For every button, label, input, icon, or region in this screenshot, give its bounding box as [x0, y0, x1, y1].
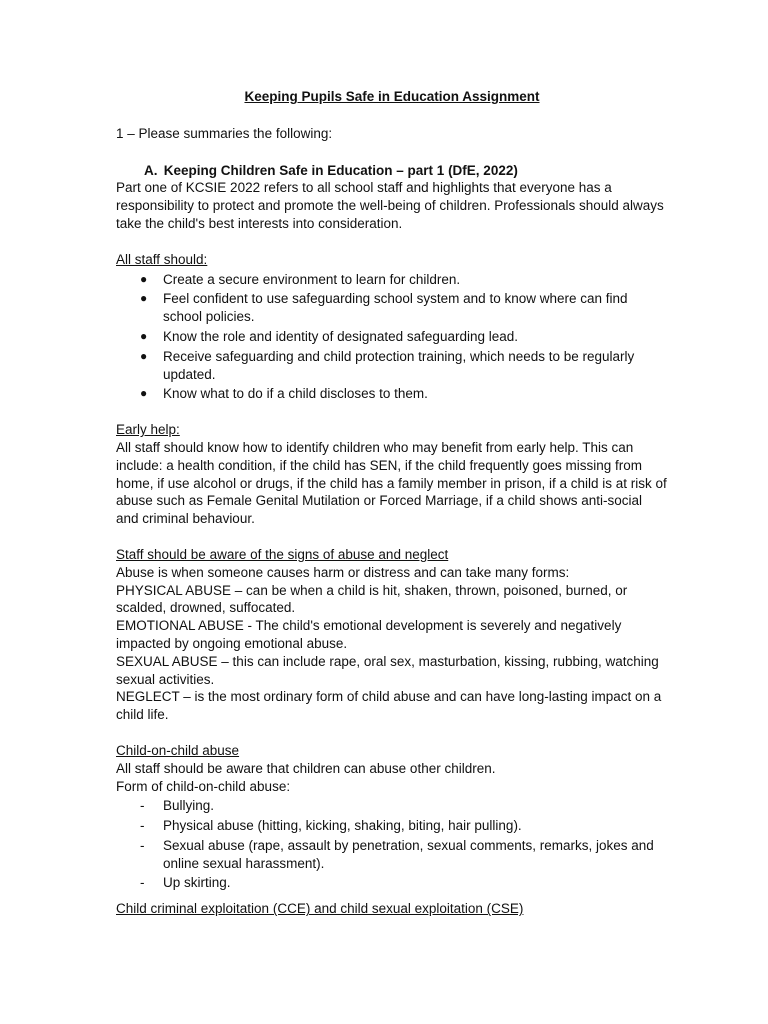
- bullet-icon: ●: [140, 291, 148, 306]
- emotional-abuse-text: EMOTIONAL ABUSE - The child's emotional development is severely and negatively impacted by ongoing emotional abuse.: [116, 618, 622, 651]
- section-a-heading-text: Keeping Children Safe in Education – part 1 (DfE, 2022): [163, 162, 518, 178]
- list-item-text: Up skirting.: [163, 875, 231, 891]
- child-on-child-line1: All staff should be aware that children can abuse other children.: [116, 760, 496, 776]
- section-a-letter: A.: [144, 162, 158, 178]
- question-line: 1 – Please summaries the following:: [116, 125, 333, 141]
- all-staff-heading: All staff should:: [116, 251, 208, 267]
- child-on-child-heading: Child-on-child abuse: [116, 742, 240, 758]
- list-item-text: Know the role and identity of designated safeguarding lead.: [163, 328, 519, 344]
- list-item-text: Physical abuse (hitting, kicking, shaking, biting, hair pulling).: [163, 818, 522, 834]
- dash-icon: -: [140, 798, 145, 814]
- child-on-child-line2: Form of child-on-child abuse:: [116, 778, 291, 794]
- bullet-icon: ●: [140, 386, 148, 401]
- early-help-text: All staff should know how to identify children who may benefit from early help. This can include: a health condition, if the child has SEN, if the child frequently goes missing from home, if use alcohol or drugs, if the child has a family member in prison, if a child is at risk of abuse such as Female Genital Mutilation or Forced Marriage, if a child shows anti-social and criminal behaviour.: [116, 439, 667, 527]
- list-item: [116, 290, 668, 326]
- sexual-abuse-text: SEXUAL ABUSE – this can include rape, oral sex, masturbation, kissing, rubbing, watching sexual activities.: [116, 653, 659, 687]
- dash-icon: -: [140, 837, 145, 853]
- list-item: [116, 837, 668, 873]
- dash-icon: -: [140, 875, 145, 891]
- list-item: [116, 797, 668, 815]
- dash-icon: -: [140, 818, 145, 834]
- list-item-text: Create a secure environment to learn for children.: [163, 271, 461, 287]
- list-item: [116, 874, 668, 892]
- section-a-heading: [144, 162, 668, 180]
- signs-intro: Abuse is when someone causes harm or distress and can take many forms:: [116, 564, 570, 580]
- list-item-text: Feel confident to use safeguarding school system and to know where can find school policies.: [163, 291, 628, 325]
- list-item-text: Bullying.: [163, 798, 215, 814]
- document-title: Keeping Pupils Safe in Education Assignment: [244, 89, 540, 104]
- neglect-text: NEGLECT – is the most ordinary form of child abuse and can have long-lasting impact on a child life.: [116, 689, 662, 723]
- early-help-heading: Early help:: [116, 422, 180, 438]
- cce-cse-heading: Child criminal exploitation (CCE) and child sexual exploitation (CSE): [116, 901, 524, 917]
- all-staff-list: [116, 271, 668, 404]
- list-item-text: Receive safeguarding and child protection training, which needs to be regularly updated.: [163, 348, 635, 382]
- list-item: [116, 817, 668, 835]
- child-on-child-list: [116, 797, 668, 892]
- list-item: [116, 271, 668, 289]
- bullet-icon: ●: [140, 271, 148, 286]
- signs-heading: Staff should be aware of the signs of abuse and neglect: [116, 546, 449, 562]
- list-item: [116, 385, 668, 403]
- list-item: [116, 348, 668, 384]
- list-item: [116, 328, 668, 346]
- list-item-text: Sexual abuse (rape, assault by penetration, sexual comments, remarks, jokes and online sexual harassment).: [163, 837, 654, 871]
- bullet-icon: ●: [140, 328, 148, 343]
- bullet-icon: ●: [140, 348, 148, 363]
- physical-abuse-text: PHYSICAL ABUSE – can be when a child is hit, shaken, thrown, poisoned, burned, or scalded, drowned, suffocated.: [116, 582, 628, 616]
- list-item-text: Know what to do if a child discloses to them.: [163, 386, 428, 402]
- section-a-intro: Part one of KCSIE 2022 refers to all school staff and highlights that everyone has a responsibility to protect and promote the well-being of children. Professionals should always take the child's best interests into consideration.: [116, 180, 664, 231]
